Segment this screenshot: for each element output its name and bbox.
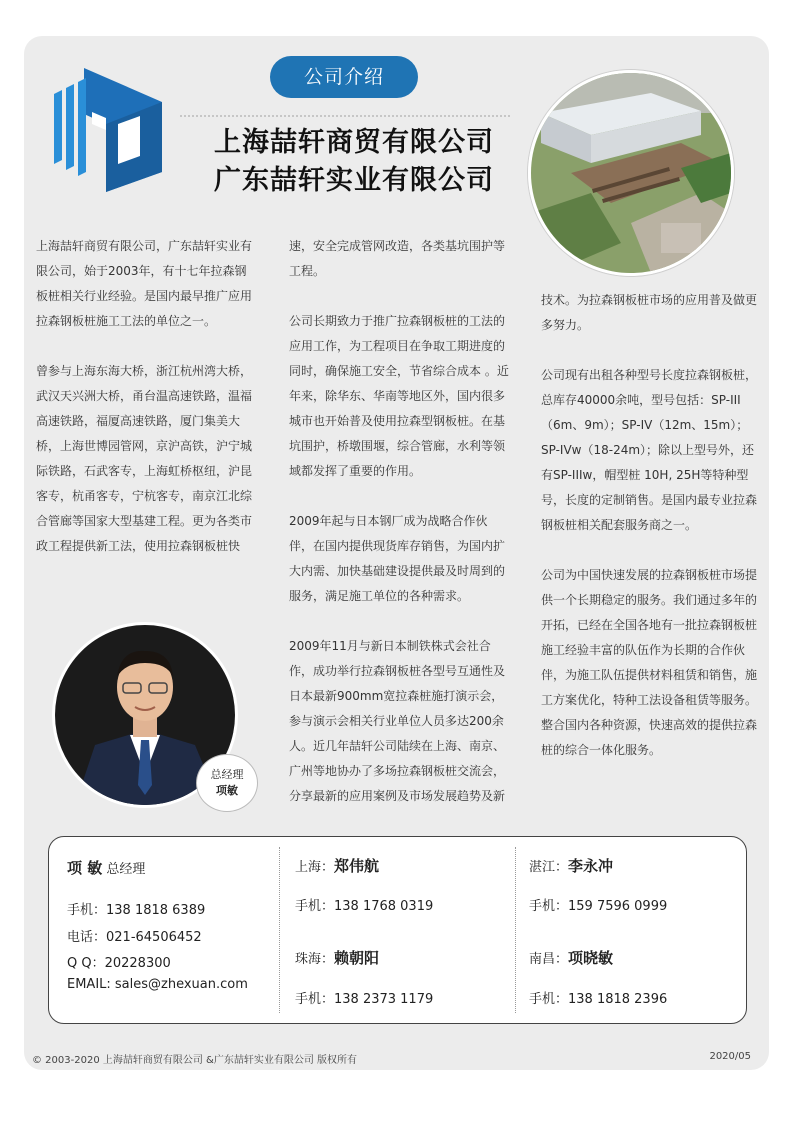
zhanjiang-contact-name: 李永冲 <box>568 857 614 875</box>
nanchang-contact-mobile: 手机：138 1818 2396 <box>529 992 668 1007</box>
zhuhai-contact-name: 赖朝阳 <box>334 949 380 967</box>
zhanjiang-contact-heading <box>529 855 613 876</box>
zhuhai-city: 珠海： <box>295 952 335 967</box>
intro-paragraph: 公司为中国快速发展的拉森钢板桩市场提供一个长期稳定的服务。我们通过多年的开拓，已经在全国各地有一批拉森钢板桩施工经验丰富的队伍作为长期的合作伙伴，为施工队伍提供材料租赁和销售，施工方案优化，特种工法设备租赁等服务。整合国内各种资源，快速高效的提供拉森桩的综合一体化服务。 <box>541 568 758 757</box>
main-contact-mobile: 手机：138 1818 6389 <box>67 903 206 918</box>
contact-divider <box>279 847 280 1013</box>
zhanjiang-contact-mobile: 手机：159 7596 0999 <box>529 899 668 914</box>
intro-paragraph: 技术。为拉森钢板桩市场的应用普及做更多努力。 <box>541 293 758 332</box>
main-contact-title: 总经理 <box>106 862 146 877</box>
company-name-guangdong: 广东喆轩实业有限公司 <box>214 165 494 196</box>
factory-aerial-photo <box>528 70 734 276</box>
shanghai-contact-heading <box>295 855 379 876</box>
main-contact-qq: Q Q：20228300 <box>67 956 171 971</box>
zhexuan-logo <box>54 68 162 192</box>
manager-title: 总经理 <box>210 768 244 781</box>
nanchang-city: 南昌： <box>529 952 569 967</box>
intro-paragraph: 速，安全完成管网改造，各类基坑围护等工程。 <box>289 239 506 278</box>
main-contact-phone: 电话：021-64506452 <box>67 930 202 945</box>
intro-paragraph: 公司长期致力于推广拉森钢板桩的工法的应用工作，为工程项目在争取工期进度的同时，确保施工安全，节省综合成本 。近年来，除华东、华南等地区外，国内很多城市也开始普及使用拉森型钢板桩。在基坑围护，桥墩围堰，综合管廊，水利等领域都发挥了重要的作用。 <box>289 314 509 478</box>
intro-column-3 <box>541 288 763 788</box>
contact-divider <box>515 847 516 1013</box>
zhanjiang-city: 湛江： <box>529 860 569 875</box>
zhuhai-contact-heading <box>295 947 379 968</box>
manager-name-tag <box>196 754 258 812</box>
nanchang-contact-heading <box>529 947 613 968</box>
intro-paragraph: 2009年起与日本钢厂成为战略合作伙伴，在国内提供现货库存销售，为国内扩大内需、加快基础建设提供最及时周到的服务，满足施工单位的各种需求。 <box>289 514 506 603</box>
shanghai-contact-name: 郑伟航 <box>334 857 380 875</box>
intro-column-1 <box>36 234 258 584</box>
zhuhai-contact-mobile: 手机：138 2373 1179 <box>295 992 434 1007</box>
main-contact-name: 项 敏 <box>67 859 103 877</box>
manager-name: 项敏 <box>216 784 238 797</box>
nanchang-contact-name: 项晓敏 <box>568 949 614 967</box>
contact-box <box>48 836 747 1024</box>
dotted-divider <box>180 115 510 117</box>
main-contact-heading <box>67 857 145 878</box>
intro-paragraph: 2009年11月与新日本制铁株式会社合作，成功举行拉森钢板桩各型号互通性及日本最新900mm宽拉森桩施打演示会，参与演示会相关行业单位人员多达200余人。近几年喆轩公司陆续在上海、南京、广州等地协办了多场拉森钢板桩交流会，分享最新的应用案例及市场发展趋势及新 <box>289 639 506 803</box>
company-name-shanghai: 上海喆轩商贸有限公司 <box>214 127 494 158</box>
shanghai-contact-mobile: 手机：138 1768 0319 <box>295 899 434 914</box>
shanghai-city: 上海： <box>295 860 335 875</box>
intro-paragraph: 曾参与上海东海大桥，浙江杭州湾大桥，武汉天兴洲大桥，甬台温高速铁路，温福高速铁路，福厦高速铁路，厦门集美大桥，上海世博园管网，京沪高铁，沪宁城际铁路，石武客专，上海虹桥枢纽，沪昆客专，杭甬客专，宁杭客专，南京江北综合管廊等国家大型基建工程。更为各类市政工程提供新工法，使用拉森钢板桩快 <box>36 364 253 553</box>
section-badge: 公司介绍 <box>270 56 418 98</box>
intro-column-2 <box>289 234 511 834</box>
intro-paragraph: 上海喆轩商贸有限公司，广东喆轩实业有限公司，始于2003年，有十七年拉森钢板桩相关行业经验。是国内最早推广应用拉森钢板桩施工工法的单位之一。 <box>36 239 253 328</box>
intro-paragraph: 公司现有出租各种型号长度拉森钢板桩，总库存40000余吨，型号包括：SP-III（6m、9m）；SP-IV（12m、15m）；SP-IVw（18-24m）；除以上型号外，还有SP-IIIw，帽型桩 10H, 25H等特种型号，长度的定制销售。是国内最专业拉森钢板桩相关配套服务商之一。 <box>541 368 758 532</box>
footer-date: 2020/05 <box>709 1051 751 1062</box>
footer-copyright: © 2003-2020 上海喆轩商贸有限公司 &广东喆轩实业有限公司 版权所有 <box>32 1055 358 1066</box>
company-names <box>214 124 494 200</box>
main-contact-email[interactable]: EMAIL: sales@zhexuan.com <box>67 977 248 992</box>
